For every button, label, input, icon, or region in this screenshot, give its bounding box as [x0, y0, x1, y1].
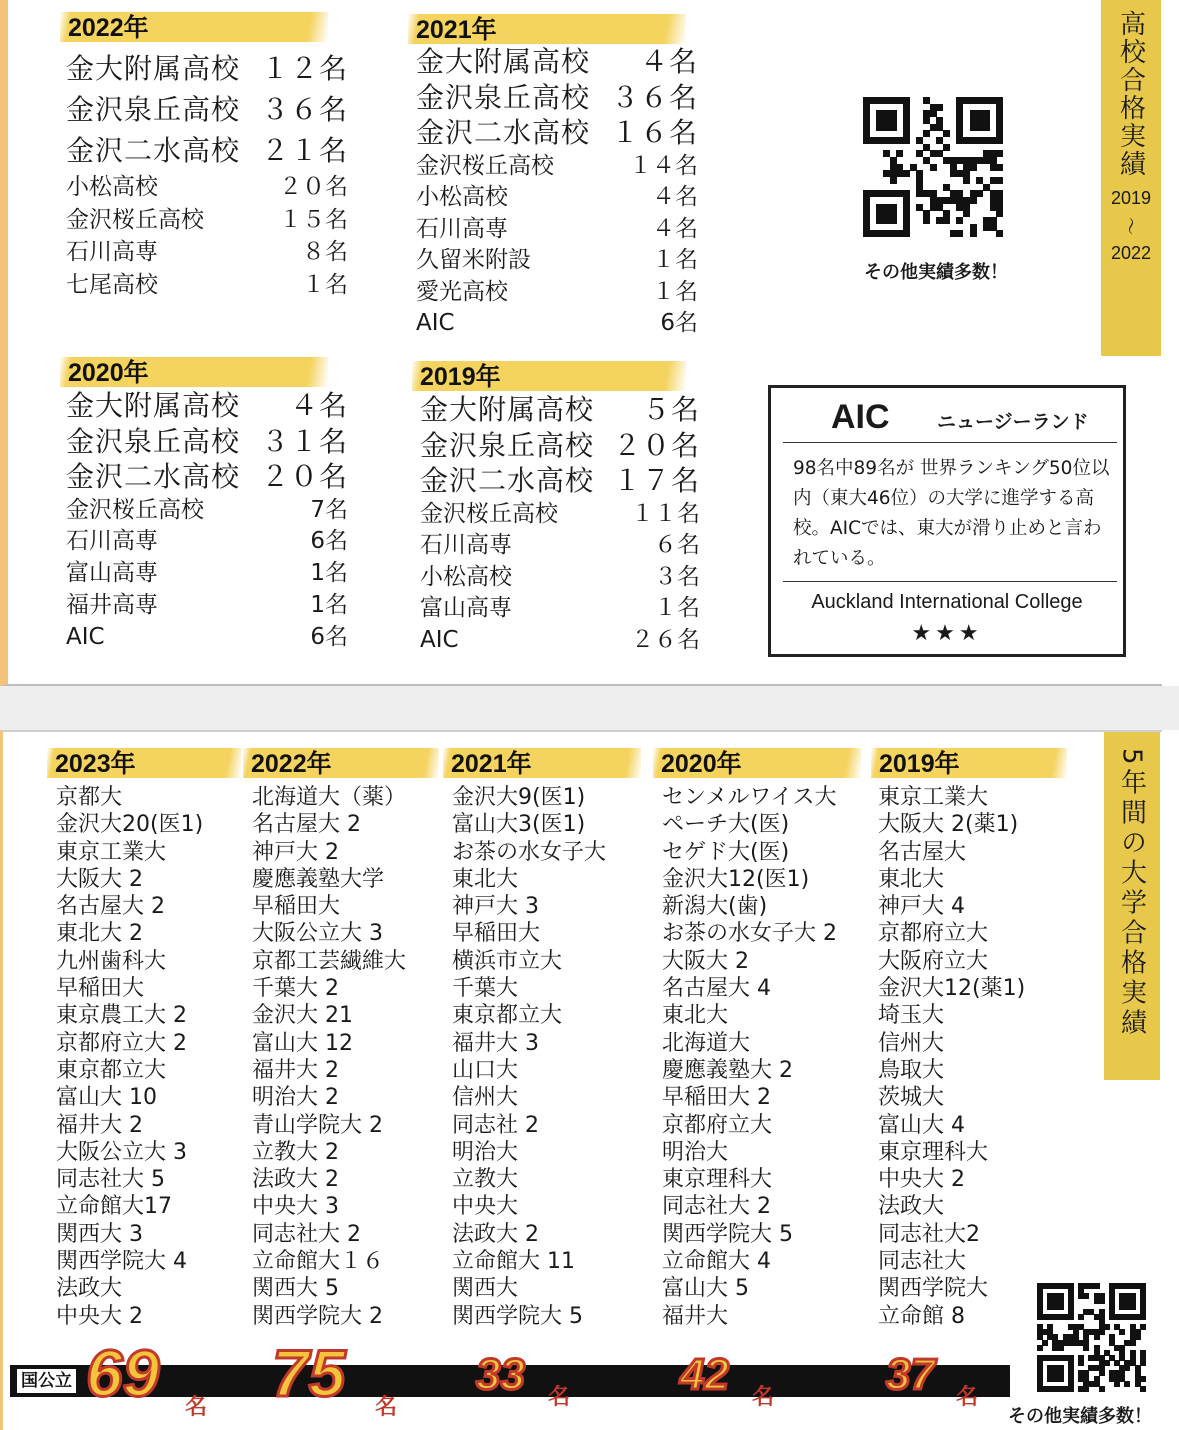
- university-item: 東京理科大: [662, 1167, 773, 1193]
- school-name: 石川高専: [66, 528, 158, 555]
- qr-code-icon[interactable]: [863, 97, 1003, 237]
- pass-count: ４名: [639, 45, 698, 78]
- university-item: 立命館大１６: [252, 1249, 385, 1275]
- university-item: 東京都立大: [452, 1003, 563, 1029]
- unit-label: 名: [375, 1395, 398, 1420]
- hs-row: [66, 388, 348, 424]
- university-item: 関西大 5: [252, 1276, 339, 1302]
- university-item: 金沢大20(医1): [56, 812, 204, 838]
- university-item: ペーチ大(医): [662, 812, 790, 838]
- year-heading-2022: 2022年: [60, 12, 328, 42]
- hs-row: [66, 526, 348, 558]
- school-name: 小松高校: [416, 184, 508, 210]
- university-item: 富山大 4: [878, 1112, 965, 1138]
- university-item: 鳥取大: [878, 1057, 945, 1083]
- university-item: 金沢大12(薬1): [878, 976, 1026, 1002]
- aic-info-box: [768, 385, 1126, 657]
- university-item: 横浜市立大: [452, 948, 563, 974]
- unit-label: 名: [185, 1395, 208, 1420]
- school-name: 金沢桜丘高校: [416, 152, 554, 179]
- school-name: AIC: [420, 626, 459, 653]
- school-name: 金大附属高校: [420, 393, 595, 426]
- university-item: 富山大3(医1): [452, 812, 586, 838]
- total-count: 75: [272, 1336, 346, 1410]
- year-heading-2020: 2020年: [653, 748, 861, 778]
- university-item: 福井大 2: [56, 1112, 143, 1138]
- rating-stars: ★★★: [911, 621, 983, 646]
- pass-count: １名: [652, 278, 698, 305]
- school-name: 金沢泉丘高校: [416, 80, 591, 114]
- pass-count: 1名: [310, 560, 348, 587]
- university-item: 京都大: [56, 785, 123, 810]
- hs-row: [420, 593, 700, 625]
- pass-count: １２名: [260, 52, 348, 85]
- hs-row: [66, 495, 348, 527]
- university-item: 京都府立大: [878, 921, 989, 947]
- university-item: 大阪府立大: [878, 948, 989, 974]
- side-year-end: 2022: [1110, 243, 1152, 263]
- hs-row: [66, 269, 348, 302]
- total-count: 42: [680, 1350, 729, 1399]
- hs-row: [66, 89, 348, 130]
- uni-list-2019: [878, 784, 1025, 1330]
- hs-row: [420, 463, 700, 499]
- university-item: 立命館大17: [56, 1194, 172, 1220]
- hs-row: [420, 428, 700, 464]
- year-heading-2021: 2021年: [408, 14, 686, 44]
- hs-row: [416, 277, 698, 309]
- university-item: 同志社大 2: [662, 1194, 771, 1220]
- university-item: 京都府立大: [662, 1112, 773, 1138]
- school-name: 小松高校: [66, 174, 158, 200]
- university-item: 福井大 2: [252, 1057, 339, 1083]
- side-tab-university: [1104, 732, 1160, 1080]
- school-name: 金沢泉丘高校: [66, 93, 241, 126]
- university-item: 立教大: [452, 1167, 519, 1193]
- pass-count: ２０名: [612, 428, 700, 462]
- pass-count: ４名: [652, 184, 698, 210]
- university-item: 神戸大 4: [878, 894, 965, 920]
- university-item: 名古屋大 2: [56, 894, 165, 920]
- university-item: 埼玉大: [878, 1003, 945, 1029]
- university-item: セゲド大(医): [662, 839, 790, 865]
- aic-title: AIC: [831, 398, 890, 436]
- national-label: 国公立: [16, 1368, 77, 1394]
- uni-list-2022: [252, 784, 406, 1330]
- year-heading-2019: 2019年: [871, 748, 1067, 778]
- university-item: 法政大 2: [452, 1221, 539, 1247]
- pass-count: １５名: [279, 206, 348, 233]
- pass-count: ６名: [654, 532, 700, 559]
- hs-row: [66, 236, 348, 269]
- university-item: 法政大: [878, 1194, 945, 1220]
- university-item: 立命館 8: [878, 1303, 965, 1329]
- unit-label: 名: [548, 1385, 571, 1410]
- pass-count: ４名: [289, 389, 348, 422]
- university-item: 早稲田大: [56, 976, 145, 1002]
- university-item: 立教大 2: [252, 1139, 339, 1165]
- university-item: 関西大: [452, 1276, 519, 1302]
- side-title: 5年間の大学合格実績: [1116, 748, 1147, 1039]
- pass-count: 6名: [310, 528, 348, 555]
- pass-count: ４名: [652, 215, 698, 242]
- university-item: 九州歯科大: [56, 948, 167, 974]
- side-year-start: 2019: [1110, 188, 1152, 208]
- pass-count: ５名: [641, 393, 700, 426]
- university-item: 早稲田大: [252, 894, 341, 920]
- university-item: 早稲田大 2: [662, 1085, 771, 1111]
- hs-row: [66, 130, 348, 171]
- hs-row: [66, 48, 348, 89]
- pass-count: 6名: [660, 310, 698, 336]
- university-item: 金沢大 21: [252, 1003, 353, 1029]
- university-item: 同志社大: [878, 1249, 967, 1275]
- university-item: 立命館大 11: [452, 1249, 575, 1275]
- hs-row: [420, 530, 700, 562]
- school-name: 金沢泉丘高校: [66, 424, 241, 458]
- hs-row: [416, 151, 698, 183]
- year-heading-2023: 2023年: [47, 748, 241, 778]
- university-item: 法政大: [56, 1276, 123, 1302]
- school-name: 金大附属高校: [416, 45, 591, 78]
- year-heading-2019: 2019年: [412, 361, 686, 391]
- aic-college-name: Auckland International College: [811, 591, 1083, 613]
- university-item: 富山大 12: [252, 1030, 353, 1056]
- school-name: 金沢泉丘高校: [420, 428, 595, 462]
- pass-count: １６名: [610, 116, 698, 149]
- pass-count: ８名: [302, 239, 348, 265]
- university-item: 新潟大(歯): [662, 894, 768, 920]
- university-item: 同志社大 5: [56, 1167, 165, 1193]
- university-item: 千葉大: [452, 976, 519, 1002]
- university-item: お茶の水女子大: [452, 839, 607, 865]
- university-item: 北海道大（薬）: [252, 785, 407, 810]
- university-item: 同志社 2: [452, 1112, 539, 1138]
- university-item: 慶應義塾大学: [252, 866, 385, 892]
- university-item: 明治大: [452, 1139, 519, 1165]
- school-name: 金沢二水高校: [66, 134, 241, 167]
- hs-row: [66, 590, 348, 622]
- hs-row: [420, 562, 700, 594]
- pass-count: ３１名: [260, 424, 348, 458]
- university-item: 東北大 2: [56, 921, 143, 947]
- hs-row: [66, 558, 348, 590]
- hs-row: [416, 44, 698, 80]
- school-name: 福井高専: [66, 591, 158, 618]
- university-item: 東北大: [878, 866, 945, 892]
- school-name: 金沢二水高校: [66, 460, 241, 493]
- hs-row: [416, 214, 698, 246]
- pass-count: 1名: [310, 591, 348, 618]
- university-item: 千葉大 2: [252, 976, 339, 1002]
- university-item: 大阪大 2: [662, 948, 749, 974]
- university-item: 大阪大 2(薬1): [878, 812, 1019, 838]
- hs-row: [66, 204, 348, 237]
- university-item: 金沢大12(医1): [662, 866, 810, 892]
- aic-description: 98名中89名が 世界ランキング50位以内（東大46位）の大学に進学する高校。AICでは、東大が滑り止めと言われている。: [793, 458, 1110, 569]
- pass-count: 7名: [310, 496, 348, 523]
- university-item: 山口大: [452, 1057, 519, 1083]
- school-name: 金沢桜丘高校: [66, 206, 204, 233]
- university-item: お茶の水女子大 2: [662, 921, 837, 947]
- university-item: 信州大: [452, 1085, 519, 1111]
- university-item: 関西学院大 4: [56, 1249, 187, 1275]
- university-item: 法政大 2: [252, 1167, 339, 1193]
- university-item: 関西学院大: [878, 1276, 989, 1302]
- university-item: 明治大: [662, 1139, 729, 1165]
- university-item: 名古屋大 2: [252, 812, 361, 838]
- pass-count: 6名: [310, 623, 348, 650]
- hs-row: [66, 459, 348, 495]
- university-item: 早稲田大: [452, 921, 541, 947]
- university-item: 立命館大 4: [662, 1249, 771, 1275]
- pass-count: １名: [654, 595, 700, 622]
- school-name: 七尾高校: [66, 271, 158, 298]
- school-name: 富山高専: [66, 560, 158, 587]
- university-item: 金沢大9(医1): [452, 785, 586, 810]
- university-item: 大阪公立大 3: [252, 921, 383, 947]
- university-item: 関西大 3: [56, 1221, 143, 1247]
- university-item: 福井大 3: [452, 1030, 539, 1056]
- year-heading-2021: 2021年: [443, 748, 641, 778]
- university-item: 東京都立大: [56, 1057, 167, 1083]
- school-name: 愛光高校: [416, 278, 508, 305]
- school-name: 久留米附設: [416, 247, 531, 273]
- hs-row: [416, 182, 698, 214]
- university-item: 中央大 2: [56, 1303, 143, 1329]
- uni-list-2021: [452, 784, 606, 1330]
- uni-list-2020: [662, 784, 837, 1330]
- pass-count: ２０名: [260, 460, 348, 493]
- school-name: 金大附属高校: [66, 389, 241, 422]
- school-name: 小松高校: [420, 563, 512, 590]
- university-item: 中央大 3: [252, 1194, 339, 1220]
- pass-count: ３６名: [610, 80, 698, 114]
- pass-count: ２０名: [279, 174, 348, 200]
- hs-row: [420, 499, 700, 531]
- school-name: 石川高専: [420, 532, 512, 559]
- university-item: 東北大: [662, 1003, 729, 1029]
- university-item: 茨城大: [878, 1085, 945, 1111]
- pass-count: １７名: [612, 464, 700, 497]
- university-item: 東北大: [452, 866, 519, 892]
- hs-row: [420, 392, 700, 428]
- university-item: 東京工業大: [56, 839, 167, 865]
- university-item: 中央大 2: [878, 1167, 965, 1193]
- pass-count: １１名: [631, 500, 700, 527]
- school-name: 富山高専: [420, 595, 512, 622]
- university-item: 神戸大 3: [452, 894, 539, 920]
- school-name: 金沢二水高校: [420, 464, 595, 497]
- university-item: 慶應義塾大 2: [662, 1057, 793, 1083]
- pass-count: ２６名: [631, 626, 700, 653]
- university-item: 関西学院大 5: [452, 1303, 583, 1329]
- university-item: 東京農工大 2: [56, 1003, 187, 1029]
- pass-count: １名: [652, 247, 698, 273]
- university-item: 関西学院大 5: [662, 1221, 793, 1247]
- university-item: 富山大 5: [662, 1276, 749, 1302]
- total-count: 33: [476, 1350, 525, 1399]
- school-name: 石川高専: [416, 215, 508, 242]
- hs-row: [416, 308, 698, 340]
- school-name: AIC: [66, 623, 105, 650]
- total-count: 37: [886, 1350, 935, 1399]
- unit-label: 名: [752, 1385, 775, 1410]
- university-item: 東京工業大: [878, 785, 989, 810]
- side-tilde: 〜: [1119, 217, 1140, 235]
- university-item: 京都府立大 2: [56, 1030, 187, 1056]
- unit-label: 名: [956, 1385, 979, 1410]
- school-name: 金沢二水高校: [416, 116, 591, 149]
- school-name: AIC: [416, 310, 455, 336]
- school-name: 石川高専: [66, 239, 158, 265]
- year-heading-2022: 2022年: [243, 748, 439, 778]
- university-item: 同志社大2: [878, 1221, 980, 1247]
- high-school-results-panel: [0, 0, 1162, 686]
- university-item: 青山学院大 2: [252, 1112, 383, 1138]
- hs-row: [66, 171, 348, 204]
- total-count: 69: [86, 1336, 160, 1410]
- year-heading-2020: 2020年: [60, 357, 328, 387]
- aic-country: ニュージーランド: [937, 411, 1089, 433]
- side-tab-high-school: [1101, 0, 1161, 356]
- qr-caption: その他実績多数！: [1008, 1406, 1152, 1427]
- qr-caption: その他実績多数！: [864, 262, 1008, 283]
- university-item: 北海道大: [662, 1030, 751, 1056]
- slash-marks: ///: [980, 1366, 1009, 1396]
- university-item: 東京理科大: [878, 1139, 989, 1165]
- panel-separator: [0, 686, 1179, 730]
- hs-row: [420, 625, 700, 657]
- university-item: 関西学院大 2: [252, 1303, 383, 1329]
- university-item: 中央大: [452, 1194, 519, 1220]
- hs-row: [66, 622, 348, 654]
- uni-list-2023: [56, 784, 203, 1330]
- university-item: 京都工芸繊維大: [252, 948, 407, 974]
- side-title: 高校合格実績: [1115, 10, 1146, 178]
- university-item: 同志社大 2: [252, 1221, 361, 1247]
- university-item: 福井大: [662, 1303, 729, 1329]
- university-item: 名古屋大: [878, 839, 967, 865]
- pass-count: ３名: [654, 563, 700, 590]
- pass-count: １名: [302, 271, 348, 298]
- school-name: 金沢桜丘高校: [420, 500, 558, 527]
- university-item: 大阪大 2: [56, 866, 143, 892]
- school-name: 金沢桜丘高校: [66, 496, 204, 523]
- pass-count: ２１名: [260, 134, 348, 167]
- university-item: 大阪公立大 3: [56, 1139, 187, 1165]
- university-item: 神戸大 2: [252, 839, 339, 865]
- pass-count: １４名: [629, 152, 698, 179]
- university-item: 信州大: [878, 1030, 945, 1056]
- university-item: 明治大 2: [252, 1085, 339, 1111]
- pass-count: ３６名: [260, 93, 348, 126]
- university-item: 富山大 10: [56, 1085, 157, 1111]
- hs-row: [416, 115, 698, 151]
- school-name: 金大附属高校: [66, 52, 241, 85]
- hs-row: [66, 424, 348, 460]
- hs-row: [416, 245, 698, 277]
- hs-row: [416, 80, 698, 116]
- university-item: 名古屋大 4: [662, 976, 771, 1002]
- university-item: センメルワイス大: [662, 785, 837, 810]
- qr-code-icon[interactable]: [1037, 1283, 1145, 1391]
